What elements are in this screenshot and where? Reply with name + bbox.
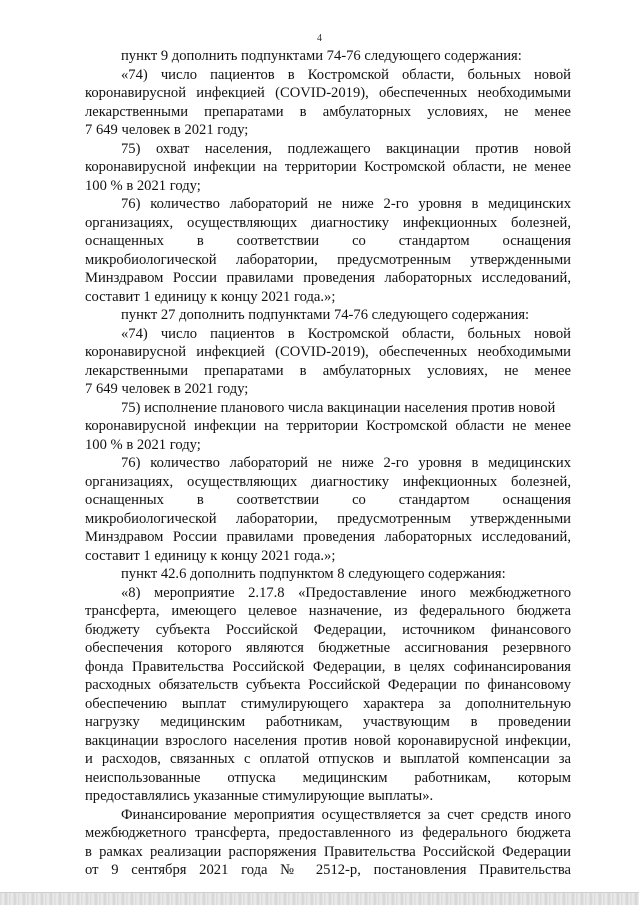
text-line: пункт 27 дополнить подпунктами 74-76 следующего содержания: [121,307,530,323]
text-line: в рамках реализации распоряжения Правительства Российской Федерации [85,843,571,860]
text-line: микробиологической лаборатории, предусмотренным утвержденными [85,510,571,527]
text-line: межбюджетного трансферта, предоставленного из федерального бюджета [85,825,571,841]
text-line: вакцинации взрослого населения против новой коронавирусной инфекции, [85,732,571,749]
text-line: коронавирусной инфекцией (COVID-2019), обеспеченных необходимыми [85,344,571,360]
text-line: пункт 9 дополнить подпунктами 74-76 следующего содержания: [121,48,522,64]
text-line: 7 649 человек в 2021 году; [85,381,249,397]
text-line: коронавирусной инфекции на территории Костромской области не менее [85,418,571,434]
text-line: «8) мероприятие 2.17.8 «Предоставление иного межбюджетного [121,584,571,601]
text-line: трансферта, имеющего целевое назначение, из федерального бюджета [85,603,571,619]
text-line: оснащенных в соответствии со стандартом оснащения [85,492,571,508]
text-line: бюджету субъекта Российской Федерации, источником финансового [85,621,571,638]
page-number: 4 [317,33,322,44]
text-line: обеспечению выплат стимулирующего характера за дополнительную [85,695,571,712]
text-line: 75) исполнение планового числа вакцинации населения против новой [121,399,556,416]
text-line: 76) количество лабораторий не ниже 2-го уровня в медицинских [121,196,571,212]
text-line: «74) число пациентов в Костромской области, больных новой [121,66,571,83]
text-line: предоставлялись указанные стимулирующие выплаты». [85,788,434,804]
scan-edge-strip [0,892,639,905]
text-line: Минздравом России правилами проведения лабораторных исследований, [85,270,571,286]
text-line: обеспечения которого являются бюджетные ассигнования резервного [85,640,571,656]
text-line: составит 1 единицу к концу 2021 года.»; [85,547,336,564]
text-line: 75) охват населения, подлежащего вакцинации против новой [121,140,571,157]
text-line: лекарственными препаратами в амбулаторных условиях, не менее [85,103,571,120]
text-line: пункт 42.6 дополнить подпунктом 8 следующего содержания: [121,566,506,582]
text-line: 7 649 человек в 2021 году; [85,122,249,138]
text-line: от 9 сентября 2021 года № 2512-р, постановления Правительства [85,862,571,878]
text-line: Минздравом России правилами проведения лабораторных исследований, [85,529,571,545]
text-line: 100 % в 2021 году; [85,436,201,453]
text-line: организациях, осуществляющих диагностику инфекционных болезней, [85,214,571,231]
text-line: 76) количество лабораторий не ниже 2-го уровня в медицинских [121,455,571,471]
text-line: нагрузку медицинским работникам, участвующим в проведении [85,714,571,730]
text-line: оснащенных в соответствии со стандартом оснащения [85,233,571,249]
text-line: расходных обязательств субъекта Российской Федерации по финансовому [85,677,571,693]
text-line: коронавирусной инфекции на территории Костромской области, не менее [85,159,571,175]
text-line: Финансирование мероприятия осуществляется за счет средств иного [121,806,571,823]
text-line: фонда Правительства Российской Федерации, в целях софинансирования [85,658,571,675]
text-line: лекарственными препаратами в амбулаторных условиях, не менее [85,362,571,379]
document-body [85,47,571,880]
text-line: составит 1 единицу к концу 2021 года.»; [85,288,336,305]
text-line: микробиологической лаборатории, предусмотренным утвержденными [85,251,571,268]
text-line: 100 % в 2021 году; [85,177,201,194]
text-line: и расходов, связанных с оплатой отпусков и выплатой компенсации за [85,751,571,767]
text-line: неиспользованные отпуска медицинским работникам, которым [85,769,571,786]
text-line: организациях, осуществляющих диагностику инфекционных болезней, [85,473,571,490]
text-line: коронавирусной инфекцией (COVID-2019), обеспеченных необходимыми [85,85,571,101]
text-line: «74) число пациентов в Костромской области, больных новой [121,325,571,342]
